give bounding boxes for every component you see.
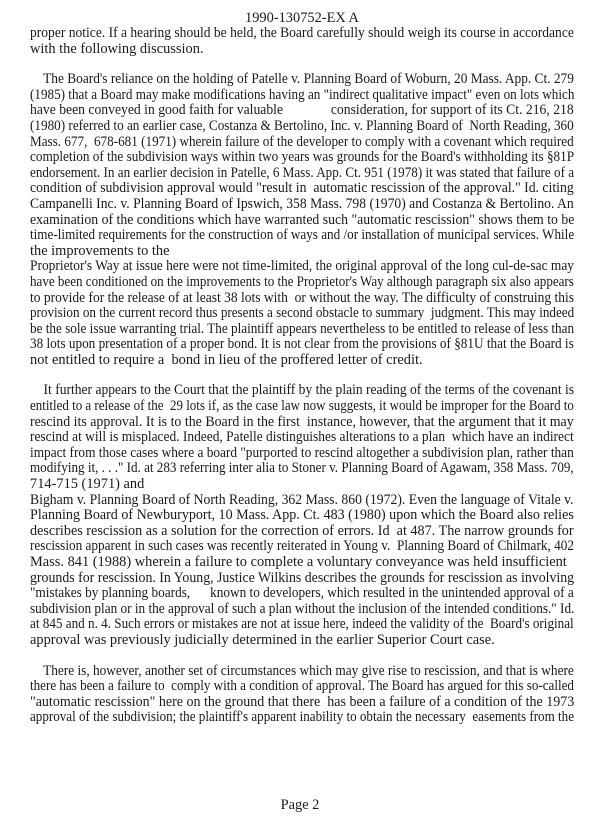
text-line: 714-715 (1971) and [30, 476, 145, 493]
text-line: There is, however, another set of circumstances which may give rise to rescission, and that is where [30, 662, 574, 679]
paragraph-proper-notice [30, 26, 574, 57]
paragraph-another-set [30, 664, 574, 726]
text-line: Proprietor's Way at issue here were not time-limited, the original approval of the long cul-de-sac may [30, 258, 575, 275]
text-line: (1980) referred to an earlier case, Costanza & Bertolino, Inc. v. Planning Board of North Reading, 360 [30, 117, 574, 134]
text-line: examination of the conditions which have warranted such "automatic rescission" shows them to be [30, 211, 575, 228]
text-line: entitled to a release of the 29 lots if, as the case law now suggests, it would be improper for the Board to [30, 398, 574, 415]
text-line: to provide for the release of at least 38 lots with or without the way. The difficulty of construing this [30, 289, 575, 306]
text-line: describes rescission as a solution for the correction of errors. Id at 487. The narrow grounds for [30, 522, 574, 539]
paragraph-further-appears [30, 383, 574, 648]
text-line: at 845 and n. 4. Such errors or mistakes are not at issue here, indeed the validity of the Board's original [30, 616, 574, 633]
text-line: Mass. 677, 678-681 (1971) wherein failure of the developer to comply with a covenant which required [30, 133, 574, 150]
text-line: grounds for rescission. In Young, Justice Wilkins describes the grounds for rescission as involving [30, 569, 575, 586]
text-line: "automatic rescission" here on the ground that there has been a failure of a condition of the 1973 [30, 693, 575, 710]
text-line: not entitled to require a bond in lieu of the proffered letter of credit. [30, 351, 423, 368]
text-line: there has been a failure to comply with a condition of approval. The Board has argued for this so-called [30, 678, 574, 695]
paragraph-board-reliance [30, 72, 574, 368]
paragraph-gap [30, 368, 574, 383]
text-line: rescind at will is misplaced. Indeed, Patelle distinguishes alterations to a plan which have an indirect [30, 429, 574, 446]
text-line: be the sole issue warranting trial. The plaintiff appears nevertheless to be entitled to release of less than [30, 320, 575, 337]
text-line: the improvements to the [30, 242, 170, 259]
text-line: Campanelli Inc. v. Planning Board of Ipswich, 358 Mass. 798 (1970) and Costanza & Bertolino. An [30, 195, 574, 212]
text-line: proper notice. If a hearing should be held, the Board carefully should weigh its course in accordance [30, 25, 574, 41]
paragraph-gap [30, 649, 574, 664]
text-line: approval was previously judicially determined in the earlier Superior Court case. [30, 631, 495, 648]
text-line: time-limited requirements for the construction of ways and /or installation of municipal services. While [30, 227, 575, 244]
text-line: The Board's reliance on the holding of Patelle v. Planning Board of Woburn, 20 Mass. App. Ct. 279 [30, 71, 574, 88]
text-line: Bigham v. Planning Board of North Reading, 362 Mass. 860 (1972). Even the language of Vitale v. [30, 491, 574, 508]
text-line: with the following discussion. [30, 40, 204, 57]
text-line: approval of the subdivision; the plaintiff's apparent inability to obtain the necessary easements from the [30, 709, 574, 726]
page-number: Page 2 [280, 797, 320, 813]
text-line: "mistakes by planning boards, known to developers, which resulted in the unintended approval of a [30, 585, 574, 602]
text-line: 38 lots upon presentation of a proper bond. It is not clear from the provisions of §81U that the Board is [30, 336, 574, 353]
text-line: Planning Board of Newburyport, 10 Mass. App. Ct. 483 (1980) upon which the Board also relies [30, 507, 574, 524]
text-line: have been conditioned on the improvements to the Proprietor's Way although paragraph six also appears [30, 273, 574, 290]
text-line: completion of the subdivision ways within two years was grounds for the Board's withholding its §81P [30, 149, 575, 166]
text-line: endorsement. In an earlier decision in Patelle, 6 Mass. App. Ct. 951 (1978) it was stated that failure of a [30, 164, 575, 181]
text-line: condition of subdivision approval would "result in automatic rescission of the approval." Id. citing [30, 180, 574, 197]
text-line: (1985) that a Board may make modifications having an "indirect qualitative impact" even on lots which [30, 86, 575, 103]
text-line: It further appears to the Court that the plaintiff by the plain reading of the terms of the covenant is [30, 382, 575, 399]
text-line: modifying it, . . ." Id. at 283 referring inter alia to Stoner v. Planning Board of Agawam, 358 Mass. 709, [30, 460, 574, 477]
document-header: 1990-130752-EX A [245, 10, 359, 26]
text-line: rescission apparent in such cases was recently reiterated in Young v. Planning Board of Chilmark, 402 [30, 538, 574, 555]
text-line: provision on the current record thus presents a second obstacle to summary judgment. This may indeed [30, 305, 575, 322]
text-line: rescind its approval. It is to the Board in the first instance, however, that the argument that it may [30, 413, 574, 430]
text-line: subdivision plan or in the approval of such a plan without the inclusion of the intended conditions." Id. [30, 600, 575, 617]
text-line: impact from those cases where a board "purported to rescind altogether a subdivision plan, rather than [30, 444, 574, 461]
text-line: Mass. 841 (1988) wherein a failure to complete a voluntary conveyance was held insufficient [30, 554, 567, 570]
paragraph-gap [30, 57, 574, 72]
text-line: have been conveyed in good faith for valuable consideration, for support of its Ct. 216, 218 [30, 102, 574, 119]
